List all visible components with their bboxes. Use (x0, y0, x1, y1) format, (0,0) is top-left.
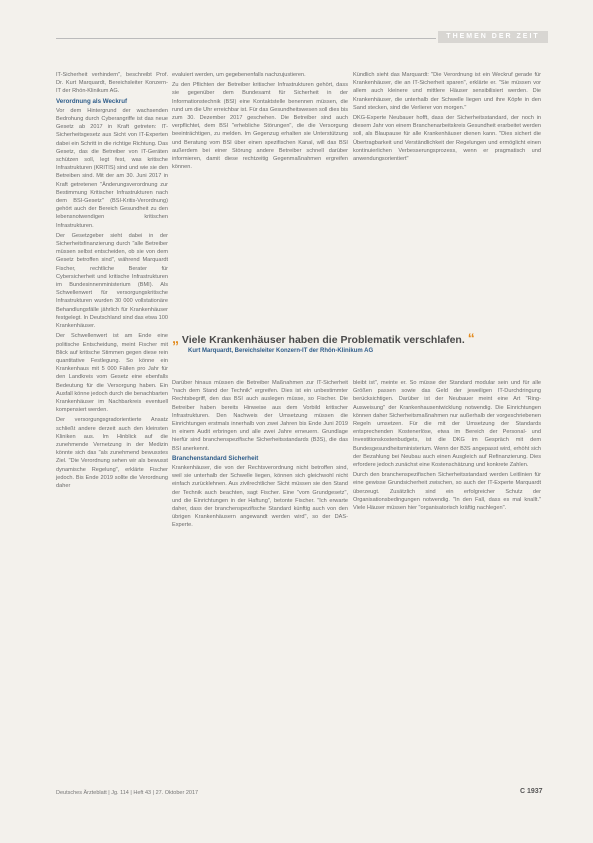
col1-subhead: Verordnung als Weckruf (56, 97, 128, 105)
column-1 (56, 71, 168, 492)
quote-close-icon: “ (467, 330, 475, 346)
col1-intro: IT-Sicherheit verhindern", beschreibt Prof. Dr. Kurt Marquardt, Bereichsleiter Konzern-IT der Rhön-Klinikum AG. (56, 72, 168, 95)
column-2 (172, 71, 348, 173)
column-3 (353, 71, 541, 165)
col1-paragraph: Der Schwellenwert ist am Ende eine politische Entscheidung, meint Fischer mit Blick auf kritische Stimmen gegen diese rein quantitative Festlegung. So könne ein Krankenhaus mit 5 000 Fällen pro Jahr für den Landkreis vom Gesetz eine ebenfalls Bedeutung für die Versorgung haben. Ein Ausfall könne jedoch durch die benachbarten Krankenhäuser im Nachbarkreis eventuell kompensiert werden. (56, 333, 168, 414)
col2b-paragraph: Darüber hinaus müssen die Betreiber Maßnahmen zur IT-Sicherheit "nach dem Stand der Technik" ergreifen. Dies ist ein unbestimmter Rechtsbegriff, den das BSI auch auslegen müsse, so Fischer. Die Betreiber haben bereits Hinweise aus dem Vorbild kritischer Infrastrukturen. Den Nachweis der Umsetzung müssen die Einrichtungen erstmals innerhalb von zwei Jahren bis Ende Juni 2019 in einem Audit erbringen und alle zwei Jahre erneuern. Grundlage hierfür sind branchenspezifische Sicherheitsstandards (B3S), die das BSI anerkennt. (172, 380, 348, 452)
col1-paragraph: Vor dem Hintergrund der wachsenden Bedrohung durch Cyberangriffe ist das neue Gesetz ab 2017 in Kraft getreten: IT-Sicherheitsgesetz aus Sicht von IT-Experten dabei ein Schritt in die richtige Richtung. Das Gesetz, das die Betreiber von IT-Geräten schützen soll, legt fest, was kritische Infrastrukturen (KRITIS) sind und wie sie den Betreiben sind. Mit der am 30. Juni 2017 in Kraft getretenen "Änderungsverordnung zur Bestimmung Kritischer Infrastrukturen nach dem BSI-Gesetz" (BSI-Kritis-Verordnung) gehört auch der Bereich Gesundheit zu den lebensnotwendigen kritischen Infrastrukturen. (56, 107, 168, 229)
col3-paragraph: Kündlich sieht das Marquardt: "Die Verordnung ist ein Weckruf gerade für Krankenhäuser, die an IT-Sicherheit sparen", erklärte er. "Sie müssen vor allem auch kleinere und mittlere Häuser sensibilisiert werden. Die Krankenhäuser, die unterhalb der Schwelle liegen und ihre Köpfe in den Sand stecken, sind die Verlierer von morgen." (353, 72, 541, 111)
pull-quote-text: Viele Krankenhäuser haben die Problematik verschlafen. (181, 334, 465, 346)
pull-quote-source: Kurt Marquardt, Bereichsleiter Konzern-IT der Rhön-Klinikum AG (188, 348, 374, 354)
col2-paragraph: evaluiert werden, um gegebenenfalls nachzujustieren. (172, 72, 306, 78)
header-rule (56, 38, 436, 39)
quote-open-icon: „ (172, 330, 179, 346)
col2b-subhead: Branchenstandard Sicherheit (172, 454, 259, 462)
col3-paragraph: DKG-Experte Neubauer hofft, dass der Sicherheitsstandard, der noch in diesem Jahr von einem Branchenarbeitskreis Gesundheit erarbeitet werden soll, als Blaupause für alle Krankenhäuser dienen kann. "Dies sichert die Übertragbarkeit und Verständlichkeit der Regelungen und ermöglicht einen kontinuierlichen Verbesserungsprozess, wenn er pragmatisch und anwendungsorientiert" (353, 115, 541, 163)
col3b-paragraph: Durch den branchenspezifischen Sicherheitsstandard werden Leitlinien für eine gewisse Grundsicherheit zwischen, so auch der IT-Experte Marquardt überzeugt. Zusätzlich sind ein erfolgreicher Schutz der Organisationsbedingungen notwendig. "In den Fall, dass es mal knallt." Viele Häuser müssen hier "organisatorisch kräftig nachlegen". (353, 472, 541, 512)
column-2-lower (172, 379, 348, 532)
column-3-lower (353, 379, 541, 514)
footer-page-number: C 1937 (520, 788, 543, 795)
col2-paragraph: Zu den Pflichten der Betreiber kritischer Infrastrukturen gehört, dass sie gegenüber dem Bundesamt für Sicherheit in der Informationstechnik (BSI) eine Kontaktstelle benennen müssen, die rund um die Uhr erreichbar ist. Für das Gesundheitswesen soll dies bis zum 30. Dezember 2017 geschehen. Die Betreiber sind auch verpflichtet, dem BSI "erhebliche Störungen", die die Versorgung beeinträchtigen, zu melden. Im Gegenzug erhalten sie Unterstützung und Beratung vom BSI über einen spezifischen Kanal, will das BSI außerdem bei einer Störung andere Betreiber schnell darüber informieren, damit diese rechtzeitig Gegenmaßnahmen ergreifen können. (172, 82, 348, 171)
section-header: THEMEN DER ZEIT (438, 31, 548, 43)
pull-quote (172, 330, 544, 370)
footer-citation: Deutsches Ärzteblatt | Jg. 114 | Heft 43 | 27. Oktober 2017 (56, 790, 199, 796)
col1-paragraph: Der Gesetzgeber sieht dabei in der Sicherheitsfinanzierung durch "alle Betreiber müssen selbst entscheiden, ob sie von dem Gesetz betroffen sind", während Marquardt Fischer, rechtliche Berater für Cybersicherheit und kritische Infrastrukturen im Bundesinnenministerium (BMI). Als Schwellenwert für versorgungskritische Infrastrukturen wurden 30 000 vollstationäre Behandlungsfälle jährlich für Krankenhäuser festgelegt. In Deutschland sind das etwa 100 Krankenhäuser. (56, 232, 168, 330)
col1-paragraph: Der versorgungsgradorientierte Ansatz schließt andere derzeit auch den kleinsten Kliniken aus. Im Hinblick auf die zunehmende Vernetzung in der Medizin könnte sich das "als zunehmend bewusstes Ziel. "Die Verordnung sehen wir als bewusst dynamische Regelung", erklärte Fischer jedoch. Bis Ende 2019 sollte die Verordnung daher (56, 417, 168, 489)
col2b-paragraph: Krankenhäuser, die von der Rechtsverordnung nicht betroffen sind, weil sie unterhalb der Schwelle liegen, können sich gleichwohl nicht einfach zurücklehnen. Aus zivilrechtlicher Sicht müssen sie den Stand der Technik auch beachten, sagt Fischer. Eine "vom Grundgesetz", und die Einrichtungen in der Haftung", betonte Fischer. "Ich erwarte daher, dass der branchenspezifische Standard künftig auch von den übrigen Krankenhäusern angewandt werden wird", so der DAS-Experte. (172, 465, 348, 529)
col3b-paragraph: bleibt ist", meinte er. So müsse der Standard modular sein und für alle Größen passen sowie das Geld der jeweiligen IT-Durchdringung berücksichtigen. Darüber ist der Neubauer meint eine Art "Ring-Ausweisung" der Krankenhausentwicklung notwendig. Die Einrichtungen können daher Sicherheitsmaßnahmen nur außerhalb der vorgeschriebenen Regeln umsetzen. Für die mit der Umsetzung der Standards entsprechenden Kostenerlöse, etwa im Bereich der Personal- und Investitionskostenbudgets, ist die DKG im Gespräch mit dem Bundesgesundheitsministerium. Wenn der B3S angepasst wird, erhöht sich der Bezahlung bei Neubau auch einen Ausgleich auf Refinanzierung. Dies erfordere jedoch zunächst eine Kostenschätzung und konkrete Zahlen. (353, 380, 541, 469)
